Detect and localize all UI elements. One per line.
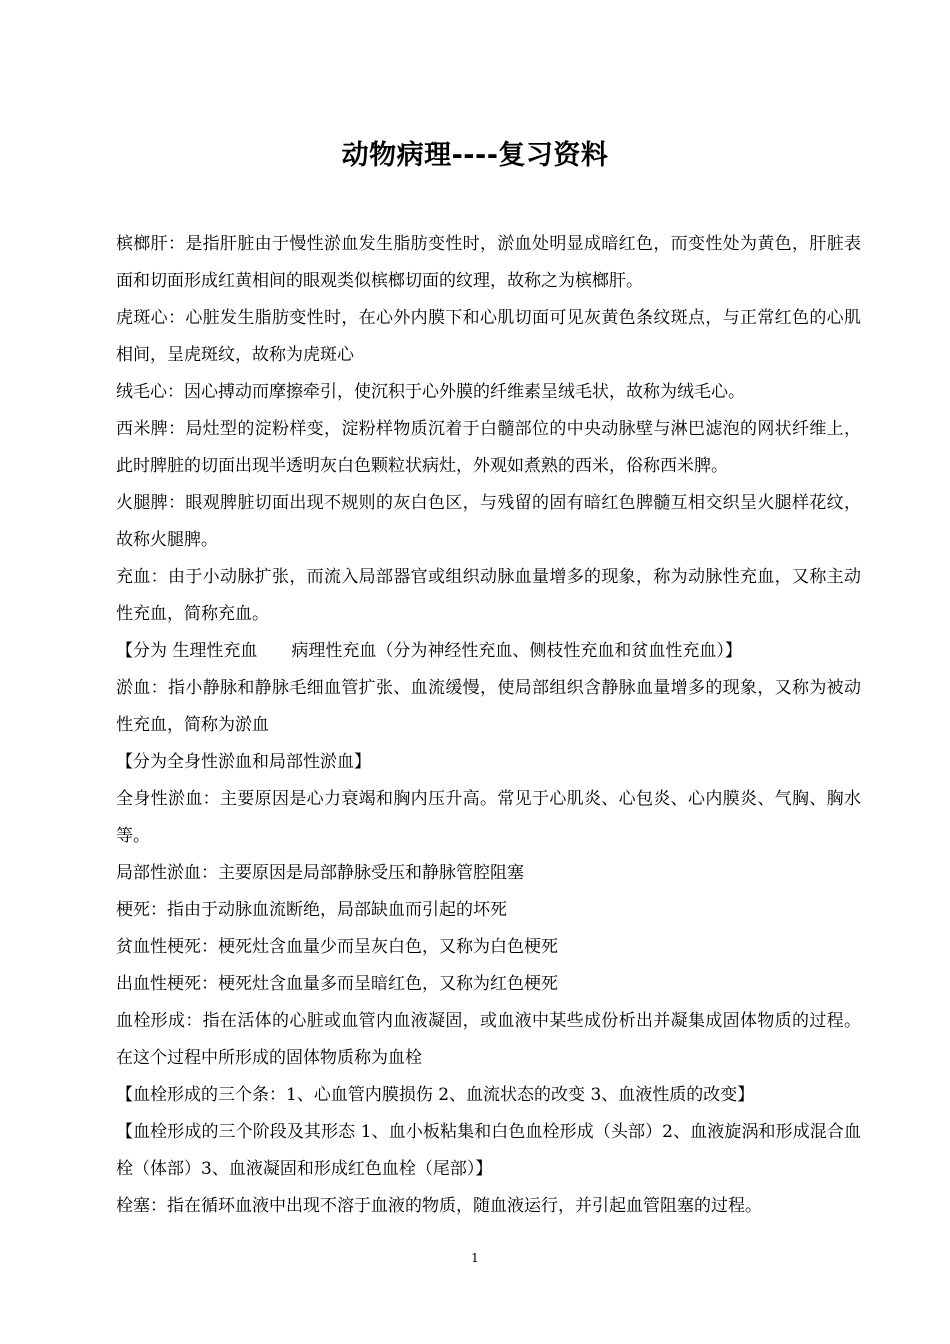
paragraph-binglang-gan: 槟榔肝：是指肝脏由于慢性淤血发生脂肪变性时，淤血处明显成暗红色，而变性处为黄色，肝脏表面和切面形成红黄相间的眼观类似槟榔切面的纹理，故称之为槟榔肝。: [116, 234, 861, 291]
paragraph-yuxue-types: 【分为全身性淤血和局部性淤血】: [116, 752, 371, 772]
paragraph-xueshuan-conditions: 【血栓形成的三个条：1、心血管内膜损伤 2、血流状态的改变 3、血液性质的改变】: [116, 1085, 755, 1105]
paragraph-yuxue: 淤血：指小静脉和静脉毛细血管扩张、血流缓慢，使局部组织含静脉血量增多的现象，又称为被动性充血，简称为淤血: [116, 678, 861, 735]
paragraph-pinxue-gengsi: 贫血性梗死：梗死灶含血量少而呈灰白色，又称为白色梗死: [116, 937, 558, 957]
paragraph-rongmao-xin: 绒毛心：因心搏动而摩擦牵引，使沉积于心外膜的纤维素呈绒毛状，故称为绒毛心。: [116, 382, 745, 402]
page-number: 1: [471, 1251, 479, 1265]
paragraph-chongxue-types: 【分为 生理性充血 病理性充血（分为神经性充血、侧枝性充血和贫血性充血）】: [116, 641, 742, 661]
paragraph-ximi-pi: 西米脾：局灶型的淀粉样变，淀粉样物质沉着于白髓部位的中央动脉壁与淋巴滤泡的网状纤维上，此时脾脏的切面出现半透明灰白色颗粒状病灶，外观如煮熟的西米，俗称西米脾。: [116, 419, 861, 476]
paragraph-gengsi: 梗死：指由于动脉血流断绝，局部缺血而引起的坏死: [116, 900, 507, 920]
paragraph-xueshuan-stages: 【血栓形成的三个阶段及其形态 1、血小板粘集和白色血栓形成（头部）2、血液旋涡和形成混合血栓（体部）3、血液凝固和形成红色血栓（尾部）】: [116, 1122, 861, 1179]
paragraph-jubu-yuxue: 局部性淤血：主要原因是局部静脉受压和静脉管腔阻塞: [116, 863, 524, 883]
document-title: 动物病理----复习资料: [341, 140, 609, 171]
paragraph-xueshuan-xingcheng: 血栓形成：指在活体的心脏或血管内血液凝固，或血液中某些成份析出并凝集成固体物质的过程。在这个过程中所形成的固体物质称为血栓: [116, 1011, 861, 1068]
paragraph-chuxue-gengsi: 出血性梗死：梗死灶含血量多而呈暗红色，又称为红色梗死: [116, 974, 558, 994]
paragraph-quanshen-yuxue: 全身性淤血：主要原因是心力衰竭和胸内压升高。常见于心肌炎、心包炎、心内膜炎、气胸、胸水等。: [116, 789, 861, 846]
paragraph-shuanse: 栓塞：指在循环血液中出现不溶于血液的物质，随血液运行，并引起血管阻塞的过程。: [116, 1196, 762, 1216]
paragraph-huban-xin: 虎斑心：心脏发生脂肪变性时，在心外内膜下和心肌切面可见灰黄色条纹斑点，与正常红色的心肌相间，呈虎斑纹，故称为虎斑心: [116, 308, 861, 365]
paragraph-huotui-pi: 火腿脾：眼观脾脏切面出现不规则的灰白色区，与残留的固有暗红色脾髓互相交织呈火腿样花纹，故称火腿脾。: [116, 493, 861, 550]
document-body: [116, 226, 861, 1225]
paragraph-chongxue: 充血：由于小动脉扩张，而流入局部器官或组织动脉血量增多的现象，称为动脉性充血，又称主动性充血，简称充血。: [116, 567, 861, 624]
